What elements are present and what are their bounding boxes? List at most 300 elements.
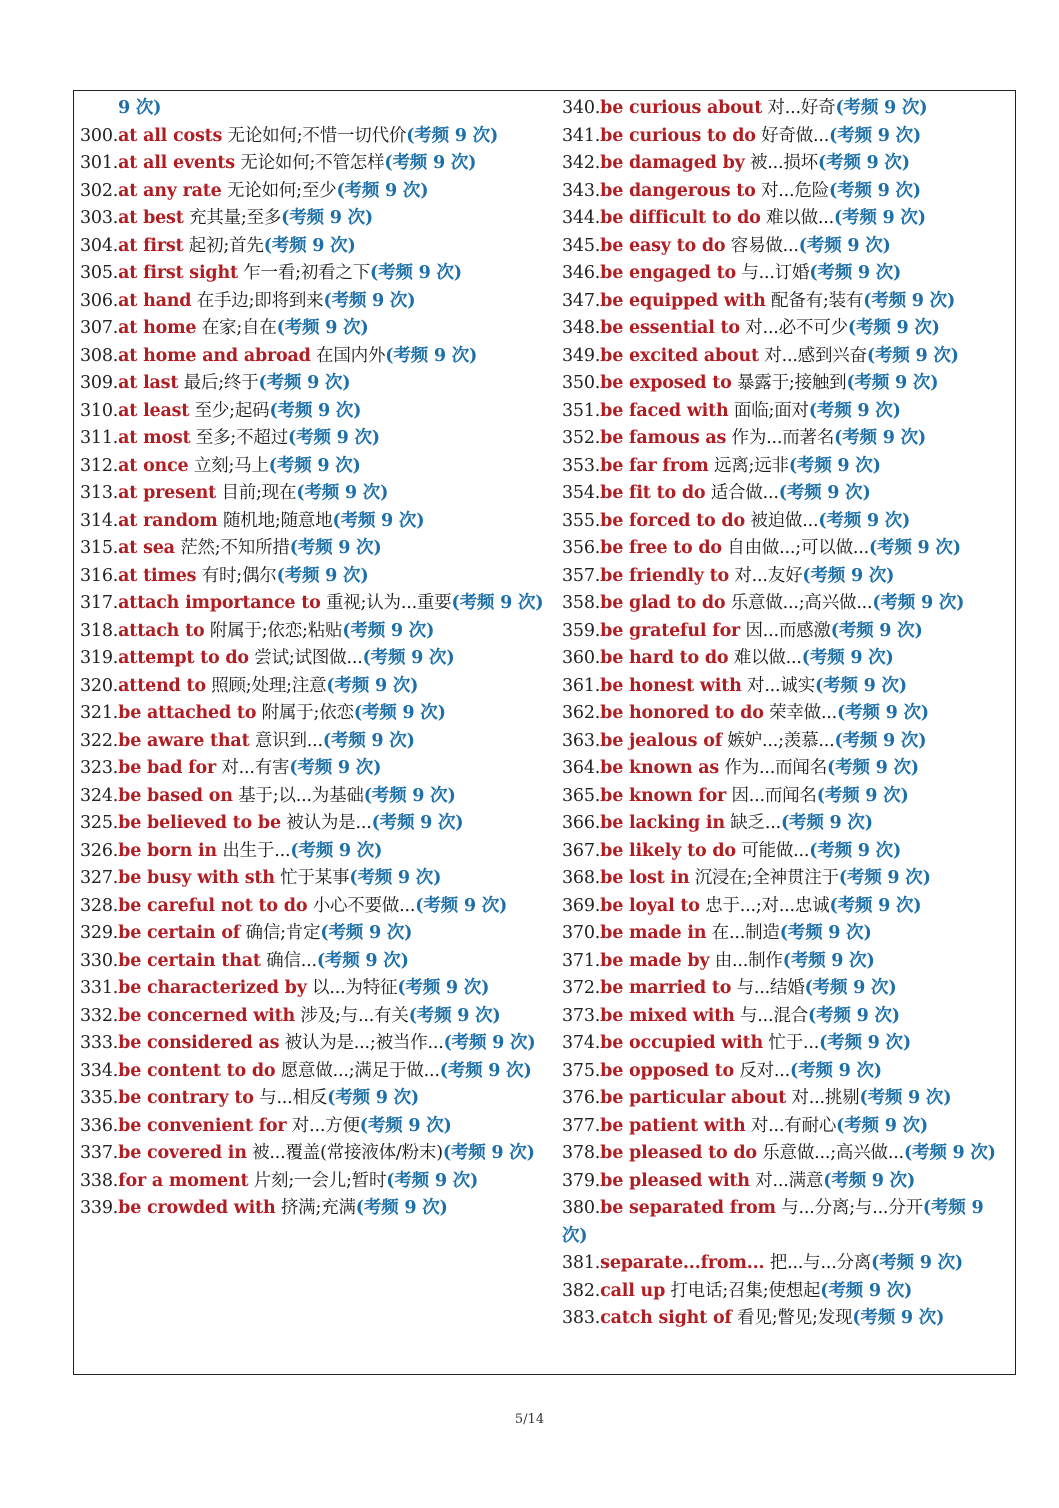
entry-number: 303. bbox=[80, 208, 119, 228]
entry-number: 329. bbox=[80, 923, 119, 943]
left-entry-list bbox=[80, 123, 546, 1223]
entry-meaning: 以...为特征 bbox=[312, 978, 398, 998]
entry-number: 379. bbox=[562, 1170, 601, 1191]
entry-frequency: (考频 9 次) bbox=[817, 153, 910, 173]
entry-frequency: (考频 9 次) bbox=[322, 730, 415, 751]
entry-frequency: (考频 9 次) bbox=[442, 1143, 535, 1163]
entry-meaning: 与...混合 bbox=[740, 1005, 808, 1026]
entry-number: 381. bbox=[562, 1253, 601, 1273]
entry-frequency: (考频 9 次) bbox=[778, 483, 871, 503]
entry-number: 383. bbox=[562, 1308, 601, 1328]
entry-phrase: be careful not to do bbox=[118, 895, 308, 916]
entry-frequency: (考频 9 次) bbox=[852, 1308, 945, 1328]
entry-meaning: 沉浸在;全神贯注于 bbox=[694, 868, 839, 888]
entry-frequency: (考频 9 次) bbox=[868, 538, 961, 558]
entry-meaning: 被迫做... bbox=[750, 510, 819, 531]
entry-phrase: at all events bbox=[118, 153, 235, 173]
entry-frequency: (考频 9 次) bbox=[316, 950, 409, 971]
entry-frequency: (考频 9 次) bbox=[829, 125, 921, 146]
entry-meaning: 对...感到兴奋 bbox=[764, 345, 867, 366]
entry-phrase: be friendly to bbox=[600, 565, 729, 586]
entry-frequency: (考频 9 次) bbox=[258, 373, 351, 393]
vocab-entry bbox=[80, 260, 546, 288]
entry-phrase: be convenient for bbox=[118, 1115, 287, 1136]
entry-number: 377. bbox=[562, 1115, 601, 1136]
vocab-entry bbox=[562, 618, 1012, 646]
entry-number: 365. bbox=[562, 785, 601, 806]
entry-number: 323. bbox=[80, 758, 119, 778]
vocab-entry bbox=[80, 288, 546, 316]
entry-number: 371. bbox=[562, 950, 601, 971]
entry-frequency: (考频 9 次) bbox=[819, 1033, 911, 1053]
entry-number: 304. bbox=[80, 235, 119, 256]
entry-number: 322. bbox=[80, 730, 119, 751]
entry-frequency: (考频 9 次) bbox=[830, 620, 923, 641]
entry-frequency: (考频 9 次) bbox=[871, 1253, 963, 1273]
entry-phrase: for a moment bbox=[118, 1170, 249, 1191]
entry-frequency: (考频 9 次) bbox=[836, 1115, 928, 1136]
vocab-entry bbox=[562, 178, 1012, 206]
vocab-entry bbox=[80, 975, 546, 1003]
entry-meaning: 缺乏... bbox=[730, 813, 781, 833]
entry-number: 380. bbox=[562, 1198, 601, 1218]
entry-phrase: at all costs bbox=[118, 125, 223, 146]
entry-phrase: be occupied with bbox=[600, 1033, 764, 1053]
entry-meaning: 对...有耐心 bbox=[750, 1115, 837, 1136]
page-number: 5/14 bbox=[514, 1412, 545, 1427]
entry-number: 338. bbox=[80, 1170, 119, 1191]
entry-frequency: (考频 9 次) bbox=[370, 263, 462, 283]
vocab-entry bbox=[80, 123, 546, 151]
entry-frequency: (考频 9 次) bbox=[816, 785, 909, 806]
entry-frequency: (考频 9 次) bbox=[562, 1198, 984, 1246]
entry-phrase: be certain that bbox=[118, 950, 261, 971]
vocab-entry bbox=[562, 233, 1012, 261]
vocab-entry bbox=[80, 535, 546, 563]
entry-meaning: 作为...而闻名 bbox=[724, 758, 827, 778]
entry-phrase: be exposed to bbox=[600, 373, 732, 393]
entry-number: 332. bbox=[80, 1005, 119, 1026]
entry-phrase: separate...from... bbox=[600, 1253, 765, 1273]
entry-phrase: be crowded with bbox=[118, 1198, 276, 1218]
vocab-entry bbox=[80, 948, 546, 976]
vocab-entry bbox=[562, 948, 1012, 976]
entry-number: 359. bbox=[562, 620, 601, 641]
vocab-entry bbox=[562, 1030, 1012, 1058]
entry-phrase: be easy to do bbox=[600, 235, 726, 256]
vocab-entry bbox=[80, 618, 546, 646]
vocab-entry bbox=[562, 838, 1012, 866]
entry-frequency: (考频 9 次) bbox=[362, 648, 455, 668]
entry-frequency: (考频 9 次) bbox=[385, 345, 478, 366]
entry-number: 312. bbox=[80, 455, 119, 476]
entry-number: 331. bbox=[80, 978, 119, 998]
entry-number: 357. bbox=[562, 565, 601, 586]
vocab-entry bbox=[80, 1003, 546, 1031]
entry-number: 328. bbox=[80, 895, 119, 916]
entry-number: 368. bbox=[562, 868, 601, 888]
vocab-entry bbox=[562, 370, 1012, 398]
entry-number: 382. bbox=[562, 1280, 601, 1301]
entry-meaning: 在手边;即将到来 bbox=[196, 290, 324, 311]
entry-frequency: (考频 9 次) bbox=[276, 318, 369, 338]
entry-phrase: be attached to bbox=[118, 703, 257, 723]
frequency-continuation: 9 次) bbox=[118, 98, 162, 118]
entry-meaning: 难以做... bbox=[733, 648, 802, 668]
vocab-entry bbox=[562, 700, 1012, 728]
entry-meaning: 意识到... bbox=[254, 730, 323, 751]
entry-meaning: 小心不要做... bbox=[312, 895, 416, 916]
entry-frequency: (考频 9 次) bbox=[384, 153, 477, 173]
vocab-entry bbox=[562, 205, 1012, 233]
entry-number: 350. bbox=[562, 373, 601, 393]
vocab-entry bbox=[562, 1168, 1012, 1196]
entry-meaning: 面临;面对 bbox=[733, 400, 809, 421]
left-column bbox=[80, 95, 546, 1223]
entry-phrase: be jealous of bbox=[600, 730, 723, 751]
entry-frequency: (考频 9 次) bbox=[353, 703, 446, 723]
entry-meaning: 涉及;与...有关 bbox=[300, 1005, 409, 1026]
entry-meaning: 对...必不可少 bbox=[745, 318, 848, 338]
page-frame bbox=[73, 90, 1016, 1375]
entry-phrase: be curious about bbox=[600, 98, 763, 118]
vocab-entry bbox=[562, 865, 1012, 893]
entry-frequency: (考频 9 次) bbox=[296, 483, 389, 503]
entry-meaning: 最后;终于 bbox=[183, 373, 259, 393]
right-column bbox=[562, 95, 1012, 1333]
entry-number: 354. bbox=[562, 483, 601, 503]
entry-meaning: 反对... bbox=[739, 1060, 791, 1081]
entry-phrase: be loyal to bbox=[600, 895, 700, 916]
entry-frequency: (考频 9 次) bbox=[859, 1088, 952, 1108]
entry-meaning: 乍一看;初看之下 bbox=[243, 263, 371, 283]
entry-meaning: 在家;自在 bbox=[201, 318, 277, 338]
entry-phrase: be separated from bbox=[600, 1198, 776, 1218]
entry-phrase: be made by bbox=[600, 950, 710, 971]
entry-meaning: 适合做... bbox=[710, 483, 779, 503]
entry-meaning: 确信;肯定 bbox=[245, 923, 321, 943]
vocab-entry bbox=[562, 260, 1012, 288]
entry-meaning: 忠于...;对...忠诚 bbox=[705, 895, 830, 916]
entry-frequency: (考频 9 次) bbox=[863, 290, 956, 311]
entry-meaning: 荣幸做... bbox=[769, 703, 838, 723]
vocab-entry bbox=[562, 783, 1012, 811]
entry-frequency: (考频 9 次) bbox=[802, 565, 895, 586]
entry-phrase: at home and abroad bbox=[118, 345, 311, 366]
entry-number: 366. bbox=[562, 813, 601, 833]
entry-meaning: 出生于... bbox=[222, 840, 291, 861]
entry-phrase: be based on bbox=[118, 785, 233, 806]
entry-meaning: 目前;现在 bbox=[221, 483, 297, 503]
entry-frequency: (考频 9 次) bbox=[779, 923, 872, 943]
entry-meaning: 充其量;至多 bbox=[188, 208, 282, 228]
entry-number: 325. bbox=[80, 813, 119, 833]
entry-frequency: (考频 9 次) bbox=[820, 1280, 913, 1301]
entry-meaning: 基于;以...为基础 bbox=[238, 785, 364, 806]
entry-meaning: 片刻;一会儿;暂时 bbox=[253, 1170, 387, 1191]
entry-frequency: (考频 9 次) bbox=[872, 593, 965, 613]
entry-frequency: (考频 9 次) bbox=[326, 675, 419, 696]
vocab-entry bbox=[80, 1085, 546, 1113]
entry-number: 367. bbox=[562, 840, 601, 861]
entry-meaning: 被认为是...;被当作... bbox=[284, 1033, 444, 1053]
entry-phrase: at best bbox=[118, 208, 184, 228]
vocab-entry bbox=[80, 700, 546, 728]
entry-frequency: (考频 9 次) bbox=[815, 675, 907, 696]
entry-frequency: (考频 9 次) bbox=[342, 620, 435, 641]
entry-meaning: 对...友好 bbox=[734, 565, 803, 586]
entry-number: 356. bbox=[562, 538, 601, 558]
entry-phrase: be damaged by bbox=[600, 153, 745, 173]
entry-meaning: 附属于;依恋;粘贴 bbox=[209, 620, 343, 641]
entry-number: 361. bbox=[562, 675, 601, 696]
entry-meaning: 对...挑剔 bbox=[791, 1088, 860, 1108]
entry-number: 343. bbox=[562, 180, 601, 201]
entry-meaning: 把...与...分离 bbox=[769, 1253, 872, 1273]
entry-phrase: be characterized by bbox=[118, 978, 307, 998]
entry-phrase: be known for bbox=[600, 785, 727, 806]
entry-meaning: 打电话;召集;使想起 bbox=[670, 1280, 821, 1301]
entry-frequency: (考频 9 次) bbox=[415, 895, 508, 916]
entry-frequency: (考频 9 次) bbox=[823, 1170, 916, 1191]
entry-frequency: (考频 9 次) bbox=[289, 758, 382, 778]
entry-frequency: (考频 9 次) bbox=[801, 648, 894, 668]
entry-meaning: 与...分离;与...分开 bbox=[781, 1198, 923, 1218]
entry-number: 363. bbox=[562, 730, 601, 751]
entry-frequency: (考频 9 次) bbox=[336, 180, 429, 201]
vocab-entry bbox=[562, 1305, 1012, 1333]
entry-frequency: (考频 9 次) bbox=[818, 510, 911, 531]
entry-number: 358. bbox=[562, 593, 601, 613]
vocab-entry bbox=[80, 425, 546, 453]
entry-meaning: 至少;起码 bbox=[194, 400, 270, 421]
entry-number: 345. bbox=[562, 235, 601, 256]
entry-meaning: 在国内外 bbox=[316, 345, 386, 366]
vocab-entry bbox=[562, 810, 1012, 838]
entry-meaning: 与...结婚 bbox=[736, 978, 805, 998]
entry-meaning: 起初;首先 bbox=[188, 235, 264, 256]
entry-phrase: be fit to do bbox=[600, 483, 706, 503]
entry-number: 337. bbox=[80, 1143, 119, 1163]
entry-meaning: 自由做...;可以做... bbox=[727, 538, 869, 558]
entry-meaning: 照顾;处理;注意 bbox=[211, 675, 327, 696]
entry-meaning: 暴露于;接触到 bbox=[736, 373, 847, 393]
entry-phrase: be lost in bbox=[600, 868, 690, 888]
entry-frequency: (考频 9 次) bbox=[809, 840, 902, 861]
entry-phrase: be content to do bbox=[118, 1060, 276, 1081]
entry-meaning: 由...制作 bbox=[714, 950, 783, 971]
entry-phrase: be mixed with bbox=[600, 1005, 735, 1026]
entry-number: 309. bbox=[80, 373, 119, 393]
entry-phrase: at times bbox=[118, 565, 197, 586]
entry-phrase: at present bbox=[118, 483, 217, 503]
vocab-entry bbox=[562, 975, 1012, 1003]
entry-phrase: be glad to do bbox=[600, 593, 726, 613]
entry-frequency: (考频 9 次) bbox=[269, 400, 362, 421]
entry-phrase: be covered in bbox=[118, 1143, 247, 1163]
entry-phrase: be excited about bbox=[600, 345, 759, 366]
vocab-entry bbox=[562, 425, 1012, 453]
vocab-entry bbox=[562, 95, 1012, 123]
entry-meaning: 被认为是... bbox=[286, 813, 372, 833]
entry-number: 335. bbox=[80, 1088, 119, 1108]
vocab-entry bbox=[80, 893, 546, 921]
entry-meaning: 看见;瞥见;发现 bbox=[737, 1308, 853, 1328]
entry-phrase: attempt to do bbox=[118, 648, 249, 668]
vocab-entry bbox=[562, 535, 1012, 563]
entry-number: 333. bbox=[80, 1033, 119, 1053]
entry-number: 311. bbox=[80, 428, 119, 448]
entry-number: 334. bbox=[80, 1060, 119, 1081]
entry-number: 320. bbox=[80, 675, 119, 696]
entry-number: 321. bbox=[80, 703, 119, 723]
entry-frequency: (考频 9 次) bbox=[397, 978, 490, 998]
vocab-entry bbox=[80, 178, 546, 206]
entry-phrase: be dangerous to bbox=[600, 180, 756, 201]
entry-frequency: (考频 9 次) bbox=[809, 263, 902, 283]
entry-meaning: 对...诚实 bbox=[747, 675, 816, 696]
entry-meaning: 确信... bbox=[266, 950, 317, 971]
vocab-entry bbox=[562, 645, 1012, 673]
entry-number: 319. bbox=[80, 648, 119, 668]
entry-frequency: (考频 9 次) bbox=[288, 428, 380, 448]
entry-frequency: (考频 9 次) bbox=[866, 345, 959, 366]
vocab-entry bbox=[562, 1058, 1012, 1086]
entry-frequency: (考频 9 次) bbox=[790, 1060, 882, 1081]
entry-phrase: at random bbox=[118, 510, 218, 531]
entry-phrase: be believed to be bbox=[118, 813, 281, 833]
vocab-entry bbox=[80, 1168, 546, 1196]
entry-meaning: 好奇做... bbox=[761, 125, 830, 146]
entry-number: 310. bbox=[80, 400, 119, 421]
entry-meaning: 乐意做...;高兴做... bbox=[730, 593, 873, 613]
entry-phrase: be known as bbox=[600, 758, 720, 778]
vocab-entry bbox=[562, 920, 1012, 948]
entry-number: 376. bbox=[562, 1088, 601, 1108]
entry-phrase: be forced to do bbox=[600, 510, 745, 531]
vocab-entry bbox=[562, 288, 1012, 316]
entry-frequency: (考频 9 次) bbox=[276, 565, 369, 586]
entry-phrase: be busy with sth bbox=[118, 868, 275, 888]
entry-number: 302. bbox=[80, 180, 119, 201]
entry-frequency: (考频 9 次) bbox=[443, 1033, 536, 1053]
vocab-entry bbox=[80, 865, 546, 893]
entry-meaning: 忙于... bbox=[768, 1033, 820, 1053]
entry-phrase: be made in bbox=[600, 923, 707, 943]
entry-frequency: (考频 9 次) bbox=[788, 455, 881, 476]
vocab-entry bbox=[80, 1113, 546, 1141]
entry-frequency: (考频 9 次) bbox=[451, 593, 544, 613]
entry-meaning: 尝试;试图做... bbox=[254, 648, 363, 668]
entry-phrase: be equipped with bbox=[600, 290, 766, 311]
vocab-entry bbox=[80, 838, 546, 866]
entry-number: 355. bbox=[562, 510, 601, 531]
entry-meaning: 对...有害 bbox=[221, 758, 290, 778]
entry-meaning: 可能做... bbox=[741, 840, 810, 861]
entry-number: 374. bbox=[562, 1033, 601, 1053]
vocab-entry bbox=[562, 150, 1012, 178]
vocab-entry bbox=[562, 453, 1012, 481]
entry-number: 300. bbox=[80, 125, 119, 146]
vocab-entry bbox=[80, 1140, 546, 1168]
entry-meaning: 至多;不超过 bbox=[195, 428, 288, 448]
entry-frequency: (考频 9 次) bbox=[268, 455, 361, 476]
entry-meaning: 随机地;随意地 bbox=[222, 510, 333, 531]
entry-meaning: 立刻;马上 bbox=[193, 455, 269, 476]
vocab-entry bbox=[562, 673, 1012, 701]
entry-frequency: (考频 9 次) bbox=[837, 703, 929, 723]
entry-frequency: (考频 9 次) bbox=[838, 868, 931, 888]
vocab-entry bbox=[80, 370, 546, 398]
entry-number: 327. bbox=[80, 868, 119, 888]
entry-meaning: 对...满意 bbox=[755, 1170, 824, 1191]
entry-number: 344. bbox=[562, 208, 601, 228]
vocab-entry bbox=[562, 590, 1012, 618]
entry-number: 313. bbox=[80, 483, 119, 503]
entry-number: 305. bbox=[80, 263, 119, 283]
entry-number: 346. bbox=[562, 263, 601, 283]
entry-phrase: be aware that bbox=[118, 730, 250, 751]
entry-number: 369. bbox=[562, 895, 601, 916]
entry-frequency: (考频 9 次) bbox=[406, 125, 499, 146]
vocab-entry bbox=[562, 728, 1012, 756]
entry-phrase: be faced with bbox=[600, 400, 729, 421]
entry-phrase: be pleased to do bbox=[600, 1143, 757, 1163]
entry-frequency: (考频 9 次) bbox=[780, 813, 873, 833]
entry-frequency: (考频 9 次) bbox=[829, 895, 922, 916]
vocab-entry bbox=[562, 508, 1012, 536]
entry-number: 362. bbox=[562, 703, 601, 723]
entry-phrase: be curious to do bbox=[600, 125, 756, 146]
entry-meaning: 被...覆盖(常接液体/粉末) bbox=[252, 1143, 443, 1163]
entry-phrase: at most bbox=[118, 428, 191, 448]
entry-phrase: attach importance to bbox=[118, 593, 321, 613]
entry-number: 341. bbox=[562, 125, 601, 146]
vocab-entry bbox=[80, 233, 546, 261]
right-entry-list bbox=[562, 95, 1012, 1333]
entry-phrase: be free to do bbox=[600, 538, 722, 558]
entry-phrase: be lacking in bbox=[600, 813, 725, 833]
entry-frequency: (考频 9 次) bbox=[408, 1005, 501, 1026]
entry-number: 340. bbox=[562, 98, 601, 118]
entry-frequency: (考频 9 次) bbox=[827, 758, 919, 778]
entry-phrase: be patient with bbox=[600, 1115, 746, 1136]
entry-meaning: 被...损坏 bbox=[749, 153, 818, 173]
entry-number: 326. bbox=[80, 840, 119, 861]
entry-number: 351. bbox=[562, 400, 601, 421]
entry-phrase: be likely to do bbox=[600, 840, 736, 861]
entry-phrase: be certain of bbox=[118, 923, 241, 943]
vocab-entry bbox=[562, 893, 1012, 921]
entry-number: 307. bbox=[80, 318, 119, 338]
entry-number: 352. bbox=[562, 428, 601, 448]
entry-phrase: at once bbox=[118, 455, 189, 476]
entry-meaning: 远离;远非 bbox=[713, 455, 789, 476]
entry-frequency: (考频 9 次) bbox=[323, 290, 416, 311]
entry-phrase: be contrary to bbox=[118, 1088, 254, 1108]
vocab-entry bbox=[562, 315, 1012, 343]
entry-number: 347. bbox=[562, 290, 601, 311]
entry-frequency: (考频 9 次) bbox=[355, 1198, 448, 1218]
entry-number: 342. bbox=[562, 153, 601, 173]
vocab-entry bbox=[80, 398, 546, 426]
entry-phrase: at any rate bbox=[118, 180, 222, 201]
entry-number: 372. bbox=[562, 978, 601, 998]
entry-phrase: attend to bbox=[118, 675, 206, 696]
entry-meaning: 作为...而著名 bbox=[731, 428, 835, 448]
entry-phrase: be bad for bbox=[118, 758, 216, 778]
entry-frequency: (考频 9 次) bbox=[290, 840, 383, 861]
